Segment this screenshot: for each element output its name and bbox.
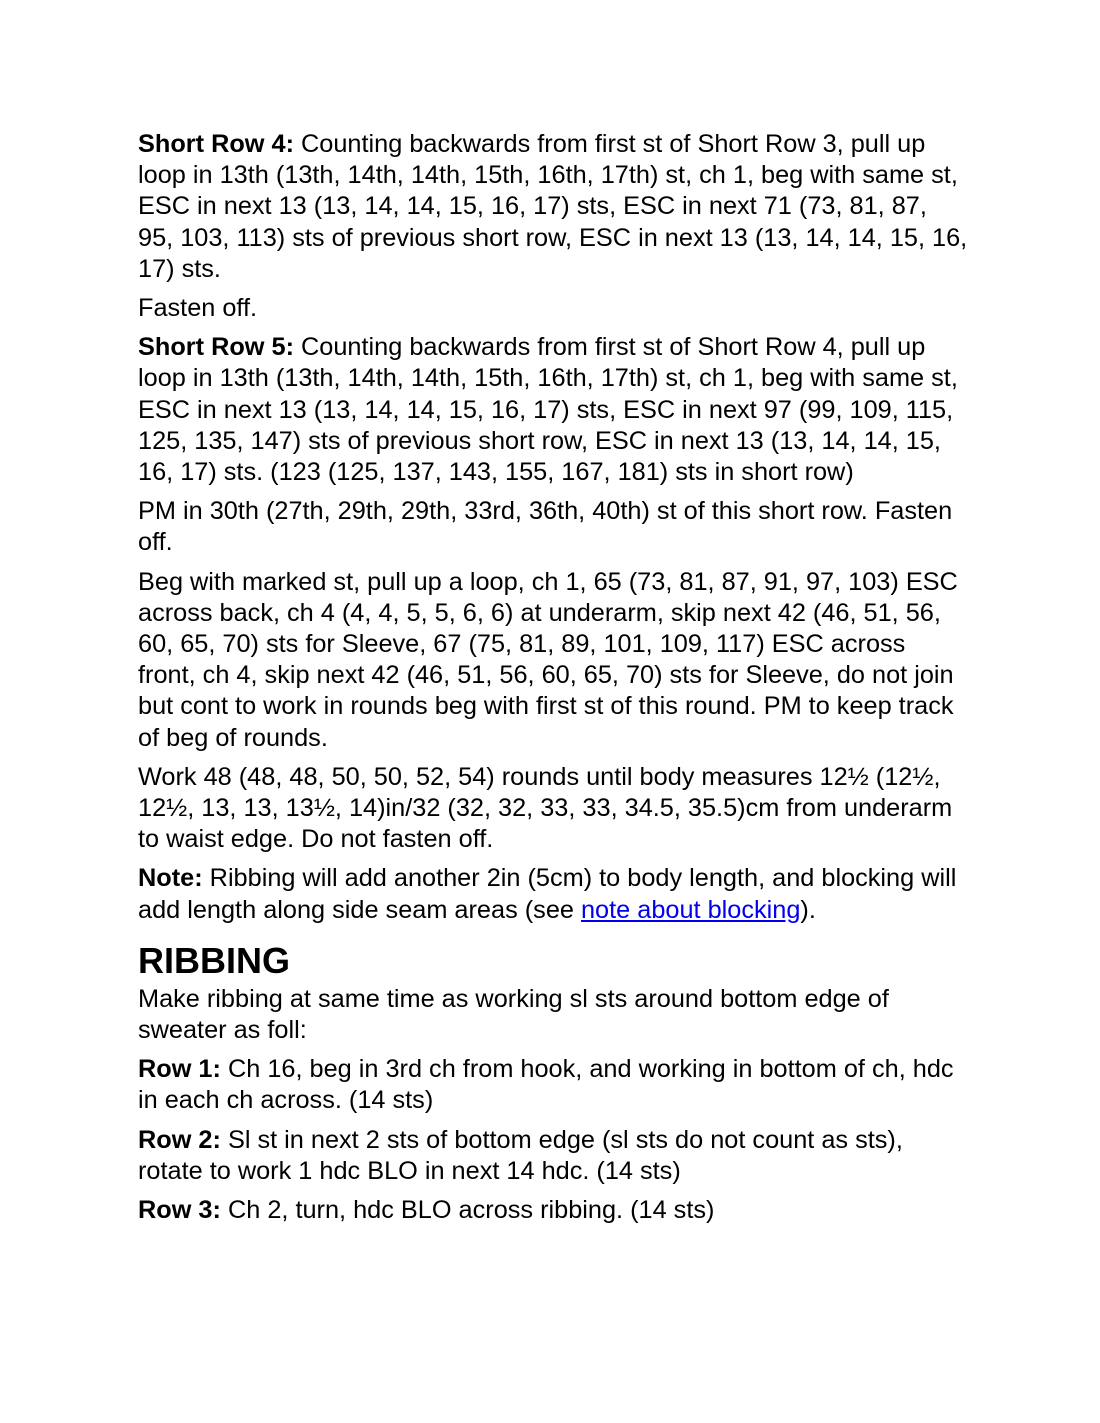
paragraph-place-marker — [138, 496, 968, 558]
paragraph-ribbing-intro — [138, 984, 968, 1046]
body-join-text: Beg with marked st, pull up a loop, ch 1, 65 (73, 81, 87, 91, 97, 103) ESC across back, ch 4 (4, 4, 5, 5, 6, 6) at underarm, skip next 42 (46, 51, 56, 60, 65, 70) sts for Sleeve, 67 (75, 81, 89, 101, 109, 117) ESC across front, ch 4, skip next 42 (46, 51, 56, 60, 65, 70) sts for Sleeve, do not join but cont to work in rounds beg with first st of this round. PM to keep track of beg of rounds. — [138, 567, 958, 752]
row-3-label: Row 3: — [138, 1196, 221, 1225]
paragraph-ribbing-row-3 — [138, 1195, 968, 1226]
fasten-off-text: Fasten off. — [138, 294, 258, 323]
paragraph-body-join — [138, 567, 968, 754]
place-marker-text: PM in 30th (27th, 29th, 29th, 33rd, 36th, 40th) st of this short row. Fasten off. — [138, 497, 953, 557]
short-row-4-text: Counting backwards from first st of Short Row 3, pull up loop in 13th (13th, 14th, 14th, 15th, 16th, 17th) st, ch 1, beg with same st, ESC in next 13 (13, 14, 14, 15, 16, 17) sts, ESC in next 71 (73, 81, 87, 95, 103, 113) sts of previous short row, ESC in next 13 (13, 14, 14, 15, 16, 17) sts. — [138, 130, 968, 283]
paragraph-ribbing-row-1 — [138, 1054, 968, 1116]
row-2-text: Sl st in next 2 sts of bottom edge (sl sts do not count as sts), rotate to work 1 hdc BLO in next 14 hdc. (14 sts) — [138, 1125, 903, 1185]
row-1-label: Row 1: — [138, 1055, 221, 1084]
row-1-text: Ch 16, beg in 3rd ch from hook, and working in bottom of ch, hdc in each ch across. (14 sts) — [138, 1055, 954, 1115]
paragraph-work-rounds — [138, 762, 968, 856]
note-label: Note: — [138, 864, 203, 893]
short-row-5-label: Short Row 5: — [138, 333, 294, 362]
note-text-before: Ribbing will add another 2in (5cm) to body length, and blocking will add length along side seam areas (see — [138, 864, 957, 924]
note-about-blocking-link[interactable]: note about blocking — [580, 895, 801, 924]
row-3-text: Ch 2, turn, hdc BLO across ribbing. (14 sts) — [220, 1196, 715, 1225]
paragraph-note — [138, 863, 968, 925]
paragraph-short-row-4 — [138, 129, 968, 285]
row-2-label: Row 2: — [138, 1125, 221, 1154]
paragraph-ribbing-row-2 — [138, 1125, 968, 1187]
ribbing-heading: RIBBING — [138, 939, 290, 981]
paragraph-fasten-off — [138, 293, 968, 324]
ribbing-intro-text: Make ribbing at same time as working sl sts around bottom edge of sweater as foll: — [138, 984, 889, 1045]
short-row-5-text: Counting backwards from first st of Short Row 4, pull up loop in 13th (13th, 14th, 14th, 15th, 16th, 17th) st, ch 1, beg with same st, ESC in next 13 (13, 14, 14, 15, 16, 17) sts, ESC in next 97 (99, 109, 115, 125, 135, 147) sts of previous short row, ESC in next 13 (13, 14, 14, 15, 16, 17) sts. (123 (125, 137, 143, 155, 167, 181) sts in short row) — [138, 333, 958, 487]
document-page — [138, 129, 968, 1234]
note-text-after: ). — [800, 895, 816, 924]
paragraph-short-row-5 — [138, 332, 968, 488]
short-row-4-label: Short Row 4: — [138, 130, 294, 158]
work-rounds-text: Work 48 (48, 48, 50, 50, 52, 54) rounds until body measures 12½ (12½, 12½, 13, 13, 13½, 14)in/32 (32, 32, 33, 33, 34.5, 35.5)cm from underarm to waist edge. Do not fasten off. — [138, 762, 953, 854]
